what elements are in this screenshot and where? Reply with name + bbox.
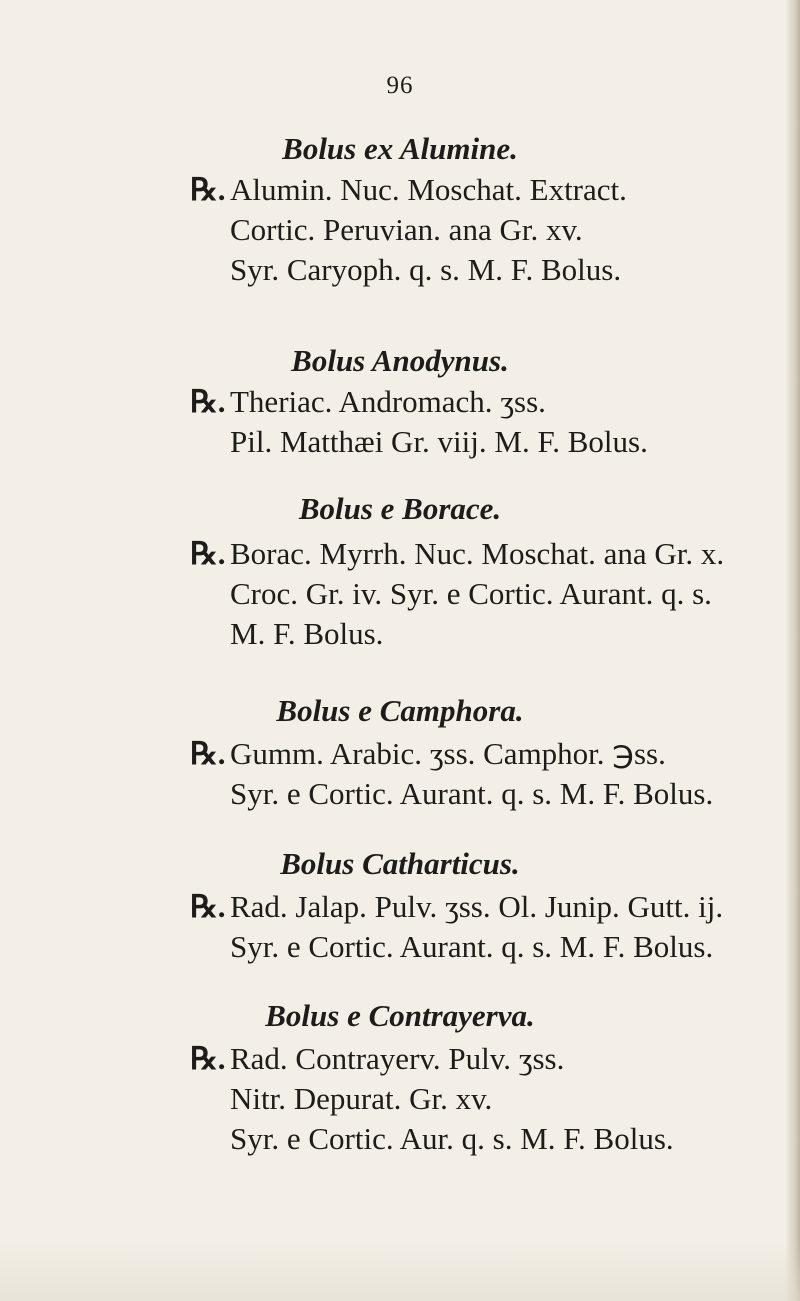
recipe-line: Gumm. Arabic. ʒss. Camphor. ℈ss. (230, 736, 666, 771)
page-bottom-shading (0, 1241, 800, 1301)
rx-symbol: ℞. (190, 384, 226, 419)
recipe-line: Alumin. Nuc. Moschat. Extract. (230, 172, 627, 207)
recipe-bolus-e-borace (0, 488, 800, 651)
recipe-bolus-ex-alumine (0, 128, 800, 287)
recipe-title: Bolus Anodynus. (291, 343, 509, 378)
recipe-line: M. F. Bolus. (230, 616, 384, 651)
recipe-line: Syr. e Cortic. Aur. q. s. M. F. Bolus. (230, 1121, 674, 1156)
recipe-line: Cortic. Peruvian. ana Gr. xv. (230, 212, 583, 247)
recipe-bolus-e-contrayerva (0, 995, 800, 1156)
recipe-line: Syr. e Cortic. Aurant. q. s. M. F. Bolus. (230, 776, 714, 811)
recipe-line: Pil. Matthæi Gr. viij. M. F. Bolus. (230, 424, 648, 459)
recipe-line: Nitr. Depurat. Gr. xv. (230, 1081, 493, 1116)
recipe-title: Bolus ex Alumine. (282, 131, 518, 166)
recipe-line: Croc. Gr. iv. Syr. e Cortic. Aurant. q. s. (230, 576, 712, 611)
recipe-title: Bolus Catharticus. (280, 846, 520, 881)
recipe-line: Theriac. Andromach. ʒss. (230, 384, 546, 419)
recipe-bolus-anodynus (0, 340, 800, 459)
recipe-line: Rad. Jalap. Pulv. ʒss. Ol. Junip. Gutt. ij. (230, 889, 724, 924)
page-number: 96 (386, 72, 414, 99)
recipe-line: Rad. Contrayerv. Pulv. ʒss. (230, 1041, 565, 1076)
recipe-line: Syr. e Cortic. Aurant. q. s. M. F. Bolus. (230, 929, 714, 964)
rx-symbol: ℞. (190, 1041, 226, 1076)
recipe-title: Bolus e Camphora. (276, 693, 524, 728)
rx-symbol: ℞. (190, 889, 226, 924)
recipe-title: Bolus e Borace. (298, 491, 502, 526)
page-edge-shadow (786, 0, 800, 1301)
recipe-bolus-e-camphora (0, 690, 800, 811)
recipe-bolus-catharticus (0, 843, 800, 964)
recipe-line: Borac. Myrrh. Nuc. Moschat. ana Gr. x. (230, 536, 725, 571)
recipe-title: Bolus e Contrayerva. (265, 998, 535, 1033)
rx-symbol: ℞. (190, 536, 226, 571)
rx-symbol: ℞. (190, 736, 226, 771)
rx-symbol: ℞. (190, 172, 226, 207)
recipe-line: Syr. Caryoph. q. s. M. F. Bolus. (230, 252, 622, 287)
